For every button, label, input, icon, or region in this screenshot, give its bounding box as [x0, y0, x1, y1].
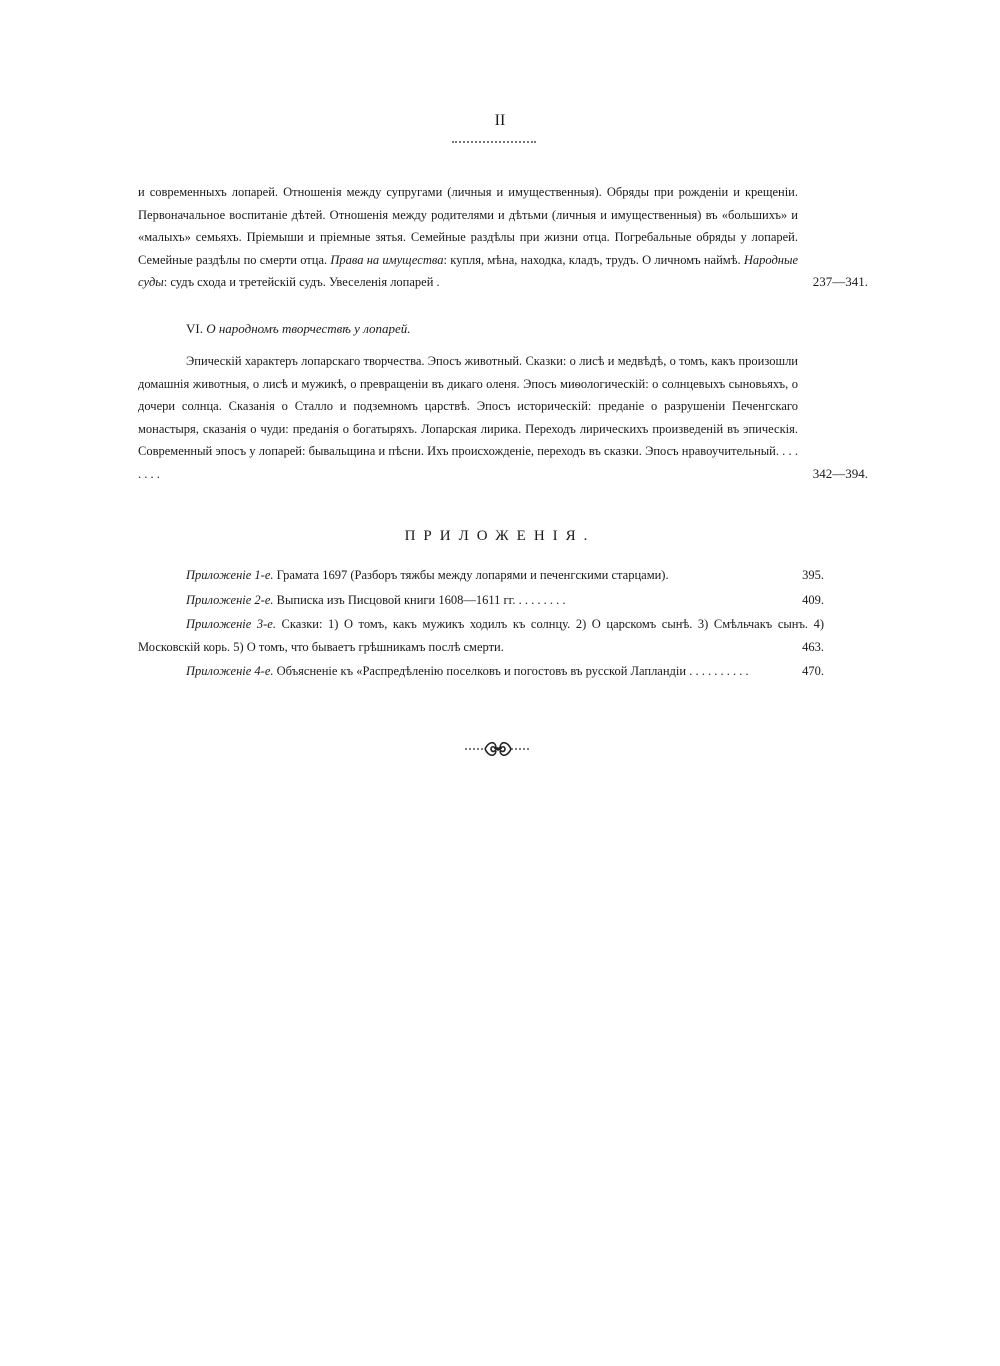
section-v-italic-2: Народные суды	[138, 252, 798, 290]
appendix-title: ПРИЛОЖЕНІЯ.	[404, 528, 596, 544]
appendix-list	[138, 564, 824, 685]
section-vi-text: Эпическій характеръ лопарскаго творчества. Эпосъ животный. Сказки: о лисѣ и медвѣдѣ, о томъ, какъ произошли домашнія животныя, о лисѣ и мужикѣ, о превращеніи въ дикаго оленя. Эпосъ миѳологическій: о солнцевыхъ сыновьяхъ, о дочери солнца. Сказанія о Сталло и подземномъ царствѣ. Эпосъ историческій: преданіе о разрушеніи Печенгскаго монастыря, сказанія о чуди: преданія о богатыряхъ. Лопарская лирика. Переходъ лирическихъ произведеній въ эпическія. Современный эпосъ у лопарей: бывальщина и пѣсни. Ихъ происхожденіе, переходъ въ сказки. Эпосъ нравоучительный. . . . . . . .	[138, 354, 798, 481]
appendix-item	[138, 564, 824, 587]
section-vi	[138, 318, 868, 486]
section-vi-paragraph	[138, 350, 868, 486]
appendix-page: 409.	[750, 589, 824, 612]
fleuron-icon	[463, 738, 533, 760]
section-v-text-2: : купля, мѣна, находка, кладъ, трудъ. О личномъ наймѣ.	[443, 252, 744, 267]
appendix-label: Приложеніе 2-е.	[186, 592, 274, 607]
appendix-text: Выписка изъ Писцовой книги 1608—1611 гг. . . . . . . . .	[276, 592, 566, 607]
appendix-item	[138, 613, 824, 658]
page-number: II	[494, 112, 506, 129]
appendix-item	[138, 660, 824, 683]
section-v-text-1: и современныхъ лопарей. Отношенія между супругами (личныя и имущественныя). Обряды при рожденіи и крещеніи. Первоначальное воспитаніе дѣтей. Отношенія между родителями и дѣтьми (личныя и имущественныя) въ «большихъ» и «малыхъ» семьяхъ. Пріемыши и пріемные зятья. Семейные раздѣлы при жизни отца. Погребальные обряды у лопарей. Семейные раздѣлы по смерти отца.	[138, 185, 798, 267]
appendix-page: 463.	[750, 636, 824, 659]
appendix-item	[138, 589, 824, 612]
section-vi-title: О народномъ творчествѣ у лопарей.	[206, 321, 411, 336]
section-vi-numeral: VI.	[186, 321, 203, 336]
section-v-paragraph	[138, 181, 868, 294]
appendix-page: 395.	[750, 564, 824, 587]
section-vi-heading	[138, 318, 868, 340]
section-v	[138, 181, 868, 294]
appendix-text: Объясненіе къ «Распредѣленію поселковъ и погостовъ въ русской Лапландіи . . . . . . . . . .	[276, 664, 749, 678]
appendix-label: Приложеніе 1-е.	[186, 568, 274, 582]
section-vi-pages: 342—394.	[812, 465, 868, 481]
appendix-page: 470.	[750, 660, 824, 683]
section-v-pages: 237—341.	[812, 274, 868, 290]
appendix-label: Приложеніе 4-е.	[186, 664, 274, 678]
section-v-text-3: : судъ схода и третейскій судъ. Увеселенія лопарей .	[163, 275, 440, 290]
appendix-text: Сказки: 1) О томъ, какъ мужикъ ходилъ къ солнцу. 2) О царскомъ сынѣ. 3) Смѣльчакъ сынъ. 4) Московскій корь. 5) О томъ, что бываетъ грѣшникамъ послѣ смерти.	[138, 617, 825, 654]
section-v-italic-1: Права на имущества	[330, 252, 444, 267]
appendix-text: Грамата 1697 (Разборъ тяжбы между лопарями и печенгскими старцами).	[276, 568, 669, 582]
appendix-label: Приложеніе 3-е.	[186, 617, 276, 631]
header-rule	[452, 141, 536, 143]
